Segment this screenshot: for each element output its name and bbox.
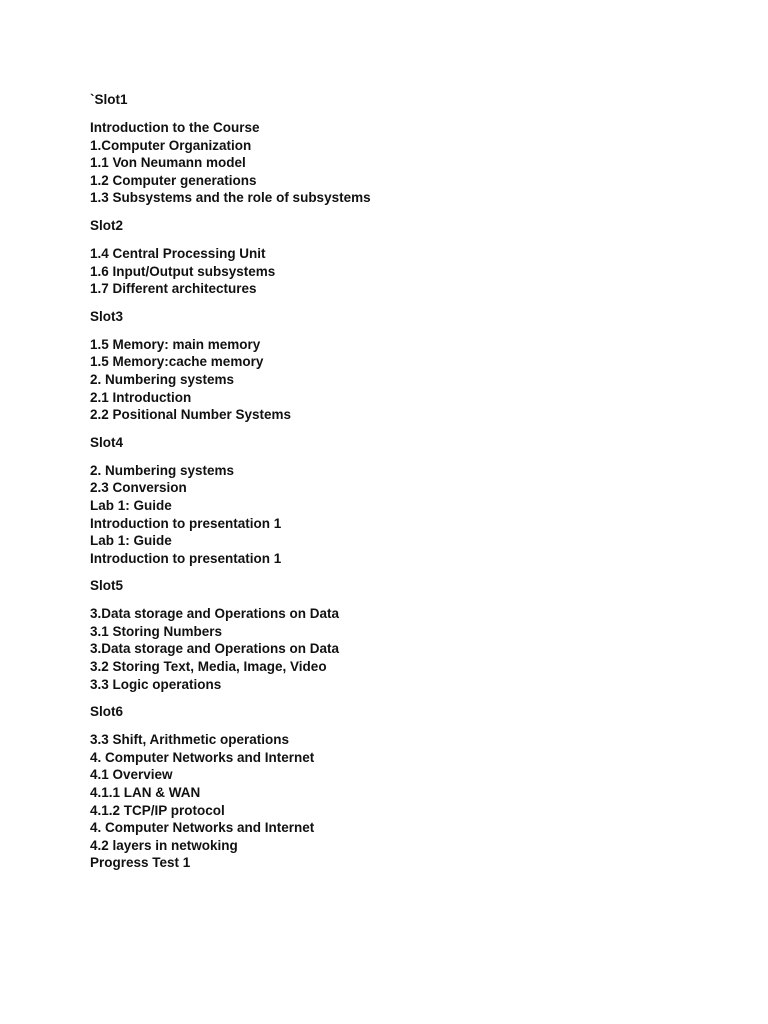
topic-item: 1.6 Input/Output subsystems (90, 263, 276, 279)
topic-item: 4.1.2 TCP/IP protocol (90, 802, 225, 818)
topic-item: 3.Data storage and Operations on Data (90, 641, 340, 657)
slot-heading: Slot3 (90, 308, 124, 324)
topic-item: 4. Computer Networks and Internet (90, 749, 315, 765)
topic-item: 1.5 Memory: main memory (90, 336, 261, 352)
slot-topic-list (90, 245, 710, 298)
slot-topic-list (90, 119, 710, 207)
slot-section-4 (90, 434, 710, 568)
topic-item: 2.3 Conversion (90, 480, 187, 496)
topic-item: 2.1 Introduction (90, 389, 192, 405)
topic-item: 1.1 Von Neumann model (90, 155, 246, 171)
slot-heading: Slot2 (90, 217, 124, 233)
topic-item: Lab 1: Guide (90, 497, 172, 513)
slot-topic-list (90, 462, 710, 568)
topic-item: 1.7 Different architectures (90, 281, 257, 297)
syllabus-page (90, 91, 710, 882)
slot-section-6 (90, 703, 710, 872)
slot-topic-list (90, 336, 710, 424)
slot-section-3 (90, 308, 710, 424)
topic-item: 4.1.1 LAN & WAN (90, 785, 201, 801)
slot-heading: Slot4 (90, 434, 124, 450)
topic-item: 1.4 Central Processing Unit (90, 245, 266, 261)
topic-item: Introduction to presentation 1 (90, 550, 282, 566)
topic-item: 3.3 Shift, Arithmetic operations (90, 732, 290, 748)
topic-item: 4.1 Overview (90, 767, 173, 783)
topic-item: 1.2 Computer generations (90, 172, 257, 188)
topic-item: 4.2 layers in netwoking (90, 837, 238, 853)
slot-heading: `Slot1 (90, 92, 128, 107)
topic-item: 3.Data storage and Operations on Data (90, 606, 340, 622)
topic-item: 1.3 Subsystems and the role of subsystems (90, 190, 371, 206)
slot-heading: Slot5 (90, 578, 124, 594)
topic-item: 4. Computer Networks and Internet (90, 820, 315, 836)
topic-item: Introduction to the Course (90, 120, 260, 135)
topic-item: 3.1 Storing Numbers (90, 623, 223, 639)
slot-heading: Slot6 (90, 704, 124, 720)
slot-section-5 (90, 577, 710, 693)
topic-item: 1.5 Memory:cache memory (90, 354, 264, 370)
topic-item: 1.Computer Organization (90, 137, 252, 153)
topic-item: 2. Numbering systems (90, 462, 235, 478)
topic-item: Lab 1: Guide (90, 533, 172, 549)
topic-item: 3.3 Logic operations (90, 676, 222, 692)
slot-topic-list (90, 731, 710, 872)
slot-topic-list (90, 605, 710, 693)
topic-item: 2. Numbering systems (90, 371, 235, 387)
topic-item: Progress Test 1 (90, 855, 191, 871)
slot-section-1 (90, 91, 710, 207)
topic-item: 2.2 Positional Number Systems (90, 407, 292, 423)
slot-section-2 (90, 217, 710, 298)
topic-item: Introduction to presentation 1 (90, 515, 282, 531)
topic-item: 3.2 Storing Text, Media, Image, Video (90, 659, 327, 675)
